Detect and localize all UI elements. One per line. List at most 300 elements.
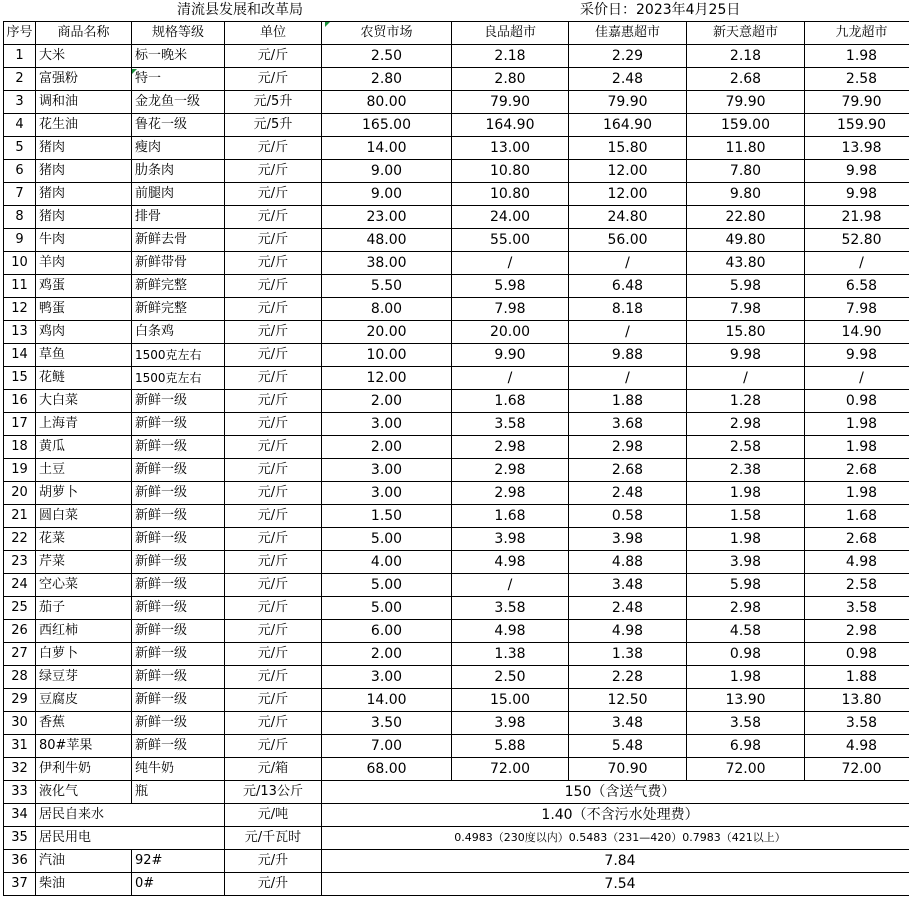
price-jiajiahui: 24.80: [569, 206, 687, 229]
price-farmers-market: 68.00: [322, 758, 452, 781]
table-row: [4, 735, 909, 758]
col-header-spec: 规格等级: [132, 22, 225, 45]
price-jiulong: 2.58: [805, 68, 909, 91]
item-spec: 纯牛奶: [132, 758, 225, 781]
price-jiulong: 21.98: [805, 206, 909, 229]
item-unit: 元/斤: [225, 367, 322, 390]
row-number: 6: [4, 160, 36, 183]
price-jiulong: 6.58: [805, 275, 909, 298]
table-row: [4, 528, 909, 551]
row-number: 15: [4, 367, 36, 390]
price-xintianyi: 2.98: [687, 413, 805, 436]
item-name: 黄瓜: [36, 436, 132, 459]
item-name: 羊肉: [36, 252, 132, 275]
price-xintianyi: 2.68: [687, 68, 805, 91]
item-spec: 新鲜完整: [132, 298, 225, 321]
price-jiajiahui: 8.18: [569, 298, 687, 321]
price-liangpin: 2.98: [452, 459, 569, 482]
price-jiulong: 2.58: [805, 574, 909, 597]
price-xintianyi: 5.98: [687, 574, 805, 597]
item-name: 草鱼: [36, 344, 132, 367]
item-name: 胡萝卜: [36, 482, 132, 505]
price-xintianyi: 1.28: [687, 390, 805, 413]
price-jiajiahui: 15.80: [569, 137, 687, 160]
price-jiulong: 1.88: [805, 666, 909, 689]
price-farmers-market: 9.00: [322, 183, 452, 206]
price-xintianyi: 13.90: [687, 689, 805, 712]
price-jiajiahui: /: [569, 252, 687, 275]
item-unit: 元/斤: [225, 643, 322, 666]
table-row: [4, 758, 909, 781]
price-farmers-market: 3.00: [322, 459, 452, 482]
price-jiajiahui: /: [569, 367, 687, 390]
item-unit: 元/吨: [225, 804, 322, 827]
price-farmers-market: 5.00: [322, 574, 452, 597]
table-row: [4, 482, 909, 505]
row-number: 23: [4, 551, 36, 574]
price-farmers-market: 3.00: [322, 482, 452, 505]
price-jiulong: 79.90: [805, 91, 909, 114]
table-row: [4, 459, 909, 482]
price-farmers-market: 2.80: [322, 68, 452, 91]
item-spec: 新鲜一级: [132, 482, 225, 505]
price-liangpin: 10.80: [452, 160, 569, 183]
price-jiajiahui: 4.98: [569, 620, 687, 643]
item-name: 猪肉: [36, 183, 132, 206]
item-spec: 金龙鱼一级: [132, 91, 225, 114]
row-number: 4: [4, 114, 36, 137]
item-name: 土豆: [36, 459, 132, 482]
item-spec: 新鲜一级: [132, 505, 225, 528]
price-farmers-market: 9.00: [322, 160, 452, 183]
price-farmers-market: 2.00: [322, 436, 452, 459]
price-xintianyi: 1.58: [687, 505, 805, 528]
item-name: 茄子: [36, 597, 132, 620]
price-jiulong: 72.00: [805, 758, 909, 781]
item-name: 芹菜: [36, 551, 132, 574]
item-name: 汽油: [36, 850, 132, 873]
price-liangpin: 4.98: [452, 620, 569, 643]
price-xintianyi: 7.98: [687, 298, 805, 321]
item-unit: 元/斤: [225, 137, 322, 160]
price-jiulong: /: [805, 252, 909, 275]
price-jiulong: 13.98: [805, 137, 909, 160]
table-row: [4, 666, 909, 689]
price-liangpin: 15.00: [452, 689, 569, 712]
price-farmers-market: 23.00: [322, 206, 452, 229]
price-farmers-market: 5.00: [322, 597, 452, 620]
price-farmers-market: 3.50: [322, 712, 452, 735]
price-jiajiahui: 0.58: [569, 505, 687, 528]
table-row: [4, 712, 909, 735]
item-unit: 元/斤: [225, 620, 322, 643]
price-xintianyi: 1.98: [687, 528, 805, 551]
row-number: 31: [4, 735, 36, 758]
table-row: [4, 160, 909, 183]
price-jiajiahui: 9.88: [569, 344, 687, 367]
col-header-farmers-market: 农贸市场: [322, 22, 452, 45]
item-unit: 元/斤: [225, 712, 322, 735]
table-row: [4, 574, 909, 597]
table-row: [4, 183, 909, 206]
price-farmers-market: 14.00: [322, 689, 452, 712]
price-xintianyi: 7.80: [687, 160, 805, 183]
price-xintianyi: 22.80: [687, 206, 805, 229]
item-name: 居民自来水: [36, 804, 225, 827]
row-number: 13: [4, 321, 36, 344]
price-liangpin: 9.90: [452, 344, 569, 367]
item-name: 豆腐皮: [36, 689, 132, 712]
item-unit: 元/斤: [225, 551, 322, 574]
row-number: 12: [4, 298, 36, 321]
item-unit: 元/斤: [225, 666, 322, 689]
price-jiajiahui: 3.48: [569, 712, 687, 735]
price-jiulong: 1.98: [805, 45, 909, 68]
item-name: 上海青: [36, 413, 132, 436]
price-xintianyi: 159.00: [687, 114, 805, 137]
price-liangpin: 2.98: [452, 482, 569, 505]
item-unit: 元/斤: [225, 390, 322, 413]
price-jiulong: 4.98: [805, 735, 909, 758]
item-name: 鸡肉: [36, 321, 132, 344]
item-spec: 0#: [132, 873, 225, 896]
col-header-no: 序号: [4, 22, 36, 45]
item-unit: 元/斤: [225, 298, 322, 321]
price-liangpin: /: [452, 574, 569, 597]
col-header-unit: 单位: [225, 22, 322, 45]
item-name: 柴油: [36, 873, 132, 896]
item-spec: 新鲜一级: [132, 620, 225, 643]
item-name: 伊利牛奶: [36, 758, 132, 781]
merged-price-value: 0.4983（230度以内）0.5483（231—420）0.7983（421以上）: [322, 827, 909, 850]
price-jiajiahui: 6.48: [569, 275, 687, 298]
table-row: [4, 367, 909, 390]
price-farmers-market: 2.00: [322, 390, 452, 413]
price-farmers-market: 48.00: [322, 229, 452, 252]
price-farmers-market: 5.50: [322, 275, 452, 298]
table-row: [4, 206, 909, 229]
price-liangpin: 5.98: [452, 275, 569, 298]
cell-comment-marker: [325, 22, 330, 27]
price-jiajiahui: 12.50: [569, 689, 687, 712]
row-number: 25: [4, 597, 36, 620]
row-number: 30: [4, 712, 36, 735]
price-farmers-market: 38.00: [322, 252, 452, 275]
price-jiajiahui: 2.29: [569, 45, 687, 68]
table-row: [4, 620, 909, 643]
price-farmers-market: 10.00: [322, 344, 452, 367]
price-jiajiahui: 2.28: [569, 666, 687, 689]
price-liangpin: 4.98: [452, 551, 569, 574]
price-jiajiahui: 3.48: [569, 574, 687, 597]
price-farmers-market: 20.00: [322, 321, 452, 344]
price-liangpin: 164.90: [452, 114, 569, 137]
price-xintianyi: 49.80: [687, 229, 805, 252]
item-name: 猪肉: [36, 160, 132, 183]
item-unit: 元/5升: [225, 114, 322, 137]
item-spec: 新鲜带骨: [132, 252, 225, 275]
price-liangpin: 10.80: [452, 183, 569, 206]
item-unit: 元/斤: [225, 735, 322, 758]
price-jiajiahui: 1.88: [569, 390, 687, 413]
price-jiulong: 4.98: [805, 551, 909, 574]
table-row: [4, 390, 909, 413]
price-xintianyi: 4.58: [687, 620, 805, 643]
merged-price-value: 150（含送气费）: [322, 781, 909, 804]
item-spec: 排骨: [132, 206, 225, 229]
price-jiulong: 3.58: [805, 597, 909, 620]
table-row: [4, 850, 909, 873]
table-row: [4, 298, 909, 321]
price-xintianyi: 2.58: [687, 436, 805, 459]
table-row: [4, 804, 909, 827]
item-name: 大白菜: [36, 390, 132, 413]
price-jiulong: 52.80: [805, 229, 909, 252]
price-xintianyi: 1.98: [687, 482, 805, 505]
col-header-liangpin: 良品超市: [452, 22, 569, 45]
price-farmers-market: 165.00: [322, 114, 452, 137]
price-jiulong: 3.58: [805, 712, 909, 735]
item-spec: 新鲜一级: [132, 597, 225, 620]
price-liangpin: 20.00: [452, 321, 569, 344]
price-farmers-market: 2.00: [322, 643, 452, 666]
price-xintianyi: 43.80: [687, 252, 805, 275]
item-name: 猪肉: [36, 206, 132, 229]
table-row: [4, 689, 909, 712]
item-unit: 元/13公斤: [225, 781, 322, 804]
price-liangpin: 3.98: [452, 712, 569, 735]
merged-price-value: 7.84: [322, 850, 909, 873]
header-row: [4, 22, 909, 45]
price-xintianyi: 0.98: [687, 643, 805, 666]
table-row: [4, 68, 909, 91]
price-xintianyi: 11.80: [687, 137, 805, 160]
price-xintianyi: 2.38: [687, 459, 805, 482]
item-spec: 新鲜一级: [132, 666, 225, 689]
price-jiajiahui: 3.68: [569, 413, 687, 436]
table-row: [4, 597, 909, 620]
price-jiulong: 1.68: [805, 505, 909, 528]
price-jiajiahui: 70.90: [569, 758, 687, 781]
table-row: [4, 275, 909, 298]
price-farmers-market: 14.00: [322, 137, 452, 160]
price-farmers-market: 3.00: [322, 666, 452, 689]
item-unit: 元/斤: [225, 436, 322, 459]
price-liangpin: 1.38: [452, 643, 569, 666]
price-xintianyi: 3.58: [687, 712, 805, 735]
price-farmers-market: 80.00: [322, 91, 452, 114]
price-jiulong: 9.98: [805, 160, 909, 183]
row-number: 26: [4, 620, 36, 643]
price-jiulong: 1.98: [805, 482, 909, 505]
price-jiajiahui: 2.48: [569, 68, 687, 91]
item-unit: 元/千瓦时: [225, 827, 322, 850]
price-liangpin: /: [452, 252, 569, 275]
row-number: 16: [4, 390, 36, 413]
col-header-name: 商品名称: [36, 22, 132, 45]
item-name: 调和油: [36, 91, 132, 114]
table-row: [4, 114, 909, 137]
item-name: 富强粉: [36, 68, 132, 91]
price-jiajiahui: 1.38: [569, 643, 687, 666]
price-jiajiahui: 164.90: [569, 114, 687, 137]
price-xintianyi: 6.98: [687, 735, 805, 758]
row-number: 2: [4, 68, 36, 91]
price-farmers-market: 8.00: [322, 298, 452, 321]
price-liangpin: 5.88: [452, 735, 569, 758]
item-unit: 元/斤: [225, 459, 322, 482]
row-number: 3: [4, 91, 36, 114]
table-row: [4, 643, 909, 666]
price-liangpin: 24.00: [452, 206, 569, 229]
price-farmers-market: 5.00: [322, 528, 452, 551]
price-jiulong: 13.80: [805, 689, 909, 712]
price-jiulong: 2.68: [805, 528, 909, 551]
price-liangpin: /: [452, 367, 569, 390]
item-unit: 元/斤: [225, 229, 322, 252]
price-jiulong: 7.98: [805, 298, 909, 321]
row-number: 18: [4, 436, 36, 459]
price-jiajiahui: 4.88: [569, 551, 687, 574]
price-jiajiahui: 2.48: [569, 482, 687, 505]
row-number: 36: [4, 850, 36, 873]
item-spec: 瓶: [132, 781, 225, 804]
price-liangpin: 3.58: [452, 413, 569, 436]
item-name: 西红柿: [36, 620, 132, 643]
row-number: 32: [4, 758, 36, 781]
price-jiajiahui: 79.90: [569, 91, 687, 114]
price-jiulong: 9.98: [805, 344, 909, 367]
item-unit: 元/斤: [225, 344, 322, 367]
item-spec: 新鲜一级: [132, 735, 225, 758]
item-spec: 标一晚米: [132, 45, 225, 68]
price-liangpin: 13.00: [452, 137, 569, 160]
table-row: [4, 827, 909, 850]
item-unit: 元/斤: [225, 45, 322, 68]
item-name: 香蕉: [36, 712, 132, 735]
item-spec: 新鲜一级: [132, 528, 225, 551]
row-number: 17: [4, 413, 36, 436]
price-jiajiahui: 12.00: [569, 160, 687, 183]
price-table: [3, 21, 909, 896]
price-jiulong: 9.98: [805, 183, 909, 206]
table-row: [4, 436, 909, 459]
table-row: [4, 252, 909, 275]
item-spec: 新鲜一级: [132, 390, 225, 413]
price-liangpin: 55.00: [452, 229, 569, 252]
price-liangpin: 72.00: [452, 758, 569, 781]
item-name: 液化气: [36, 781, 132, 804]
price-jiulong: /: [805, 367, 909, 390]
price-liangpin: 2.18: [452, 45, 569, 68]
item-name: 花鲢: [36, 367, 132, 390]
price-jiulong: 159.90: [805, 114, 909, 137]
item-name: 绿豆芽: [36, 666, 132, 689]
price-jiajiahui: 12.00: [569, 183, 687, 206]
item-name: 圆白菜: [36, 505, 132, 528]
row-number: 7: [4, 183, 36, 206]
price-farmers-market: 3.00: [322, 413, 452, 436]
row-number: 1: [4, 45, 36, 68]
price-jiulong: 1.98: [805, 413, 909, 436]
col-header-jiulong: 九龙超市: [805, 22, 909, 45]
item-spec: 新鲜一级: [132, 643, 225, 666]
item-unit: 元/升: [225, 850, 322, 873]
price-liangpin: 2.98: [452, 436, 569, 459]
item-unit: 元/斤: [225, 275, 322, 298]
collection-date: 采价日：2023年4月25日: [580, 2, 741, 18]
price-xintianyi: 79.90: [687, 91, 805, 114]
price-liangpin: 2.50: [452, 666, 569, 689]
col-header-xintianyi: 新天意超市: [687, 22, 805, 45]
col-header-jiajiahui: 佳嘉惠超市: [569, 22, 687, 45]
item-spec: 新鲜一级: [132, 459, 225, 482]
row-number: 20: [4, 482, 36, 505]
item-spec: 特一: [132, 68, 225, 91]
item-unit: 元/斤: [225, 528, 322, 551]
price-farmers-market: 1.50: [322, 505, 452, 528]
table-body: [4, 45, 909, 896]
table-row: [4, 551, 909, 574]
price-jiajiahui: 3.98: [569, 528, 687, 551]
item-unit: 元/斤: [225, 689, 322, 712]
row-number: 37: [4, 873, 36, 896]
price-xintianyi: 1.98: [687, 666, 805, 689]
item-unit: 元/斤: [225, 183, 322, 206]
price-xintianyi: 2.98: [687, 597, 805, 620]
row-number: 33: [4, 781, 36, 804]
row-number: 34: [4, 804, 36, 827]
price-xintianyi: 72.00: [687, 758, 805, 781]
item-unit: 元/斤: [225, 206, 322, 229]
price-jiajiahui: 56.00: [569, 229, 687, 252]
price-xintianyi: 2.18: [687, 45, 805, 68]
item-unit: 元/斤: [225, 160, 322, 183]
table-row: [4, 413, 909, 436]
price-liangpin: 2.80: [452, 68, 569, 91]
item-name: 牛肉: [36, 229, 132, 252]
price-jiulong: 1.98: [805, 436, 909, 459]
item-name: 空心菜: [36, 574, 132, 597]
row-number: 9: [4, 229, 36, 252]
item-unit: 元/斤: [225, 321, 322, 344]
price-farmers-market: 12.00: [322, 367, 452, 390]
price-xintianyi: 5.98: [687, 275, 805, 298]
price-jiajiahui: 2.68: [569, 459, 687, 482]
item-name: 花生油: [36, 114, 132, 137]
item-spec: 新鲜完整: [132, 275, 225, 298]
item-name: 鸡蛋: [36, 275, 132, 298]
row-number: 5: [4, 137, 36, 160]
item-unit: 元/斤: [225, 597, 322, 620]
item-unit: 元/斤: [225, 413, 322, 436]
row-number: 35: [4, 827, 36, 850]
item-spec: 1500克左右: [132, 367, 225, 390]
table-row: [4, 873, 909, 896]
table-row: [4, 137, 909, 160]
item-spec: 新鲜去骨: [132, 229, 225, 252]
price-xintianyi: 15.80: [687, 321, 805, 344]
row-number: 24: [4, 574, 36, 597]
item-name: 大米: [36, 45, 132, 68]
price-jiajiahui: 2.98: [569, 436, 687, 459]
item-spec: 鲁花一级: [132, 114, 225, 137]
row-number: 10: [4, 252, 36, 275]
item-spec: 新鲜一级: [132, 436, 225, 459]
table-row: [4, 781, 909, 804]
item-spec: 肋条肉: [132, 160, 225, 183]
row-number: 27: [4, 643, 36, 666]
